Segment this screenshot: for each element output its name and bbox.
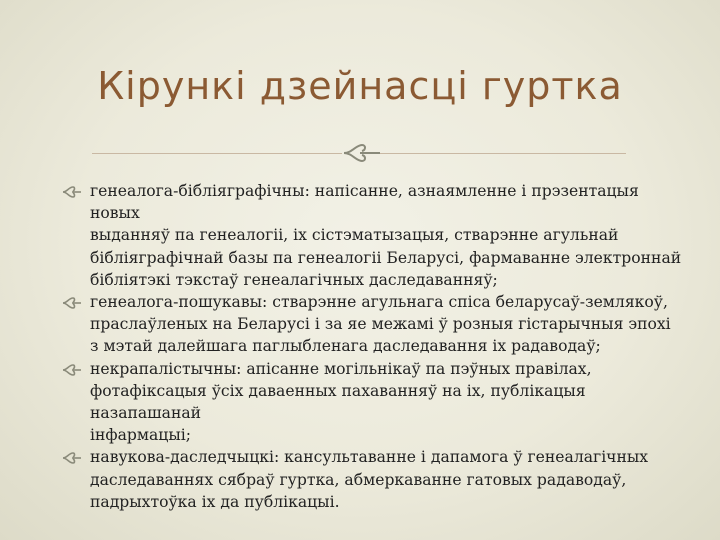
bullet-line: бібліяграфічнай базы па генеалогіі Беларусі, фармаванне электроннай	[90, 248, 682, 267]
bullet-list	[62, 180, 692, 513]
bullet-line: інфармацыі;	[90, 426, 191, 445]
divider-line-left	[92, 153, 342, 154]
bullet-item	[62, 446, 692, 513]
bullet-line: генеалога-пошукавы: стварэнне агульнага спіса беларусаў-землякоў,	[90, 293, 668, 312]
bullet-line: бібліятэкі тэкстаў генеалагічных даследаванняў;	[90, 270, 498, 289]
slide-title: Кірункі дзейнасці гуртка	[97, 64, 623, 108]
bullet-line: фотафіксацыя ўсіх даваенных пахаванняў на іх, публікацыя назапашанай	[90, 381, 586, 423]
flourish-icon	[62, 185, 82, 199]
flourish-icon	[62, 296, 82, 310]
flourish-ornament-icon	[342, 140, 382, 166]
bullet-line: некрапалістычны: апісанне могільнікаў па пэўных правілах,	[90, 359, 592, 378]
bullet-line: праслаўленых на Беларусі і за яе межамі ў розныя гістарычныя эпохі	[90, 315, 671, 334]
bullet-line: з мэтай далейшага паглыбленага даследавання іх радаводаў;	[90, 337, 601, 356]
bullet-item	[62, 180, 692, 291]
bullet-line: даследаваннях сябраў гуртка, абмеркаванне гатовых радаводаў,	[90, 470, 627, 489]
bullet-item	[62, 291, 692, 358]
bullet-line: навукова-даследчыцкі: кансультаванне і дапамога ў генеалагічных	[90, 448, 649, 467]
bullet-item	[62, 358, 692, 447]
flourish-icon	[62, 363, 82, 377]
bullet-line: падрыхтоўка іх да публікацыі.	[90, 492, 340, 511]
bullet-line: генеалога-бібліяграфічны: напісанне, азнаямленне і прэзентацыя новых	[90, 182, 639, 223]
divider-line-right	[380, 153, 626, 154]
flourish-icon	[62, 451, 82, 465]
bullet-line: выданняў па генеалогіі, іх сістэматызацыя, стварэнне агульнай	[90, 226, 619, 245]
